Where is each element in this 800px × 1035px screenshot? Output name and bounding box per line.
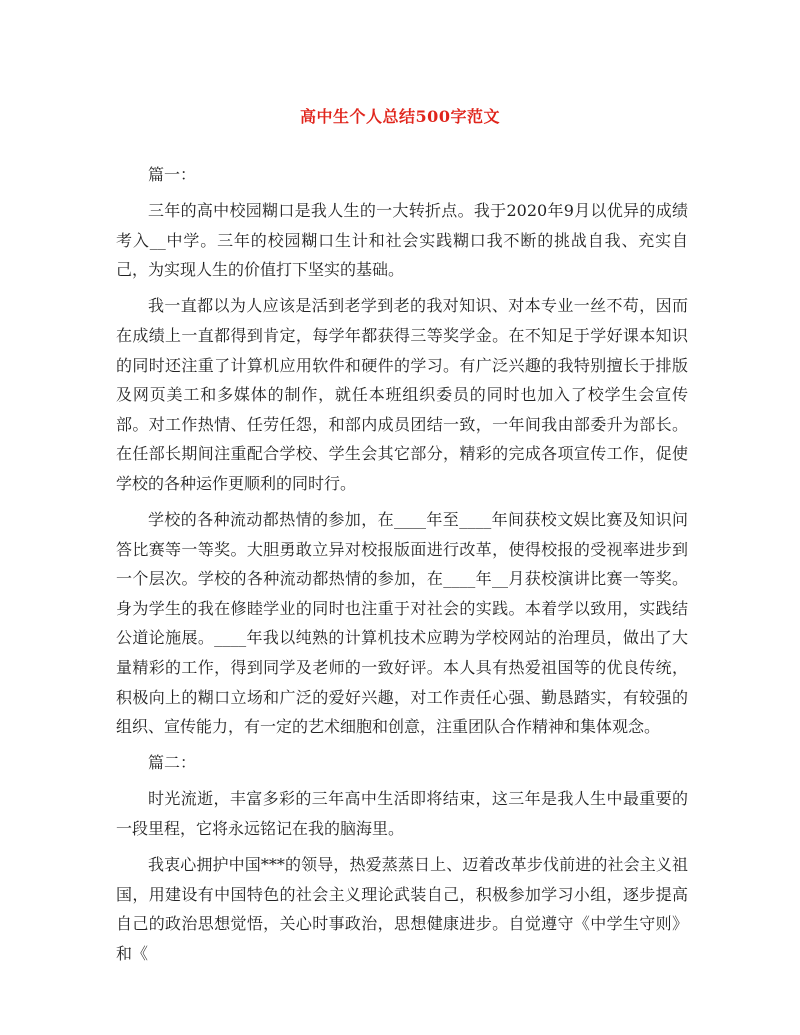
section-heading-2: 篇二：	[148, 753, 197, 773]
paragraph: 学校的各种流动都热情的参加，在____年至____年间获校文娱比赛及知识问答比赛等一等奖。大胆勇敢立异对校报版面进行改革，使得校报的受视率进步到一个层次。学校的各种流动都热情的参加，在____年__月获校演讲比赛一等奖。身为学生的我在修睦学业的同时也注重于对社会的实践。本着学以致用，实践结公道论施展。____年我以纯熟的计算机技术应聘为学校网站的治理员，做出了大量精彩的工作，得到同学及老师的一致好评。本人具有热爱祖国等的优良传统，积极向上的糊口立场和广泛的爱好兴趣，对工作责任心强、勤恳踏实，有较强的组织、宣传能力，有一定的艺术细胞和创意，注重团队合作精神和集体观念。	[116, 510, 688, 737]
paragraph: 三年的高中校园糊口是我人生的一大转折点。我于2020年9月以优异的成绩考入__中学。三年的校园糊口生计和社会实践糊口我不断的挑战自我、充实自己，为实现人生的价值打下坚实的基础。	[116, 201, 688, 280]
paragraph: 我衷心拥护中国***的领导，热爱蒸蒸日上、迈着改革步伐前进的社会主义祖国，用建设有中国特色的社会主义理论武装自己，积极参加学习小组，逐步提高自己的政治思想觉悟，关心时事政治，思想健康进步。自觉遵守《中学生守则》和《	[116, 855, 688, 963]
paragraph: 时光流逝，丰富多彩的三年高中生活即将结束，这三年是我人生中最重要的一段里程，它将永远铭记在我的脑海里。	[116, 789, 688, 838]
document-title: 高中生个人总结500字范文	[300, 107, 500, 126]
section-heading-1: 篇一：	[148, 165, 197, 184]
paragraph: 我一直都以为人应该是活到老学到老的我对知识、对本专业一丝不苟，因而在成绩上一直都得到肯定，每学年都获得三等奖学金。在不知足于学好课本知识的同时还注重了计算机应用软件和硬件的学习。有广泛兴趣的我特别擅长于排版及网页美工和多媒体的制作，就任本班组织委员的同时也加入了校学生会宣传部。对工作热情、任劳任怨，和部内成员团结一致，一年间我由部委升为部长。在任部长期间注重配合学校、学生会其它部分，精彩的完成各项宣传工作，促使学校的各种运作更顺利的同时行。	[116, 296, 688, 493]
document-body	[116, 160, 688, 975]
